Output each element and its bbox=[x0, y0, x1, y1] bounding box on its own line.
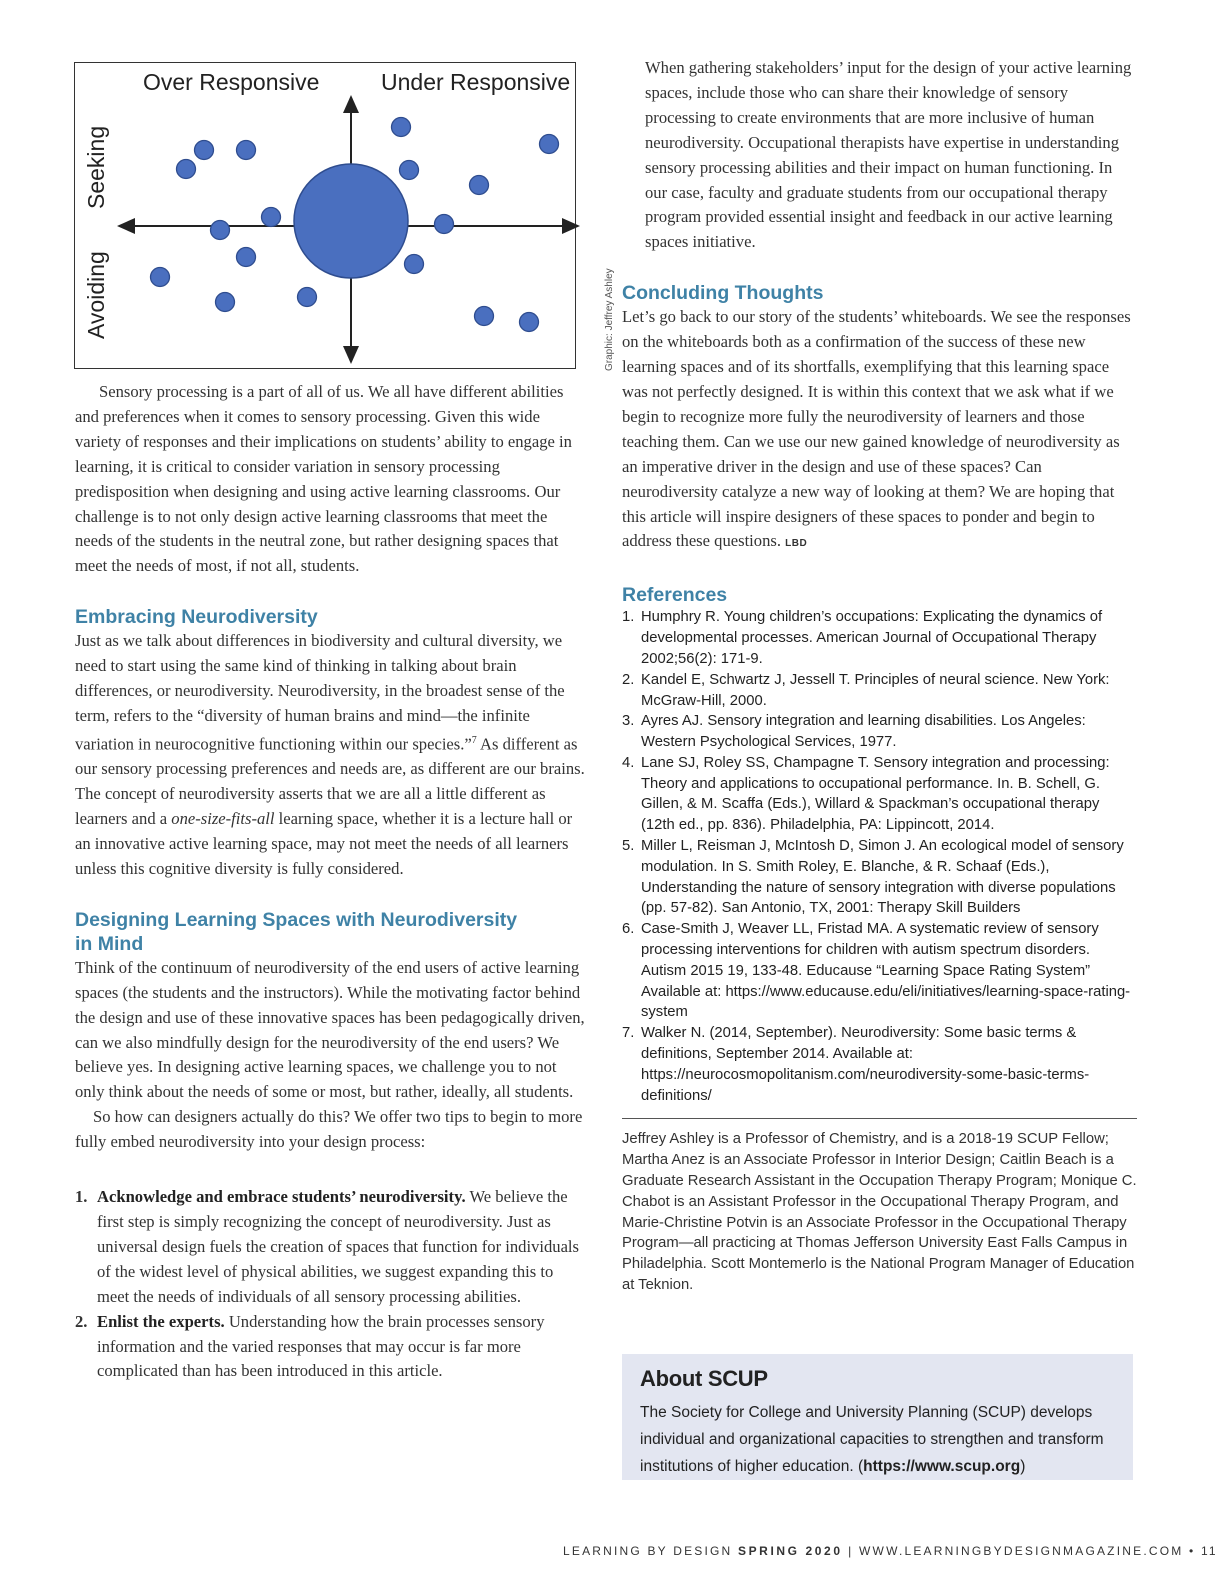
quadrant-graphic bbox=[75, 63, 575, 368]
dot bbox=[298, 288, 317, 307]
end-mark: LBD bbox=[785, 538, 808, 550]
heading-designing-learning-spaces: Designing Learning Spaces with Neurodiversity in Mind bbox=[75, 908, 518, 955]
dot bbox=[195, 141, 214, 160]
references-list bbox=[622, 607, 1137, 1106]
dot bbox=[392, 118, 411, 137]
dot bbox=[216, 293, 235, 312]
tip-item: 2. Enlist the experts. Understanding how the brain processes sensory information and the varied responses that may occur is far more complicated than has been introduced in this article. bbox=[75, 1311, 545, 1381]
designing-paragraph-2: So how can designers actually do this? We offer two tips to begin to more fully embed neurodiversity into your design process: bbox=[75, 1107, 583, 1152]
dot bbox=[151, 268, 170, 287]
label-avoiding: Avoiding bbox=[83, 251, 109, 339]
dot bbox=[262, 208, 281, 227]
label-seeking: Seeking bbox=[83, 125, 109, 209]
magazine-name: LEARNING BY DESIGN bbox=[563, 1544, 733, 1558]
heading-references: References bbox=[622, 584, 728, 607]
dot bbox=[400, 161, 419, 180]
dot bbox=[470, 176, 489, 195]
about-scup-title: About SCUP bbox=[640, 1366, 768, 1391]
author-bio: Jeffrey Ashley is a Professor of Chemistry, and is a 2018-19 SCUP Fellow; Martha Anez is an Associate Professor in Interior Design; Caitlin Beach is a Graduate Research Assistant in the Occupation Therapy Program; Monique C. Chabot is an Assistant Professor in the Occupational Therapy Program, and Marie-Christine Potvin is an Associate Professor in the Occupational Therapy Program—all practicing at Thomas Jefferson University East Falls Campus in Philadelphia. Scott Montemerlo is the National Program Manager of Education at Teknion. bbox=[622, 1131, 1137, 1294]
tips-list bbox=[75, 1185, 587, 1384]
reference-item: 6. Case-Smith J, Weaver LL, Fristad MA. A systematic review of sensory processing interventions for children with autism spectrum disorders. Autism 2015 19, 133-48. Educause “Learning Space Rating System” Available at: https://www.educause.edu/eli/initiatives/learning-space-rating-system bbox=[622, 921, 1131, 1021]
graphic-credit: Graphic: Jeffrey Ashley bbox=[604, 268, 615, 371]
scup-link[interactable]: https://www.scup.org bbox=[863, 1458, 1021, 1475]
left-column bbox=[75, 380, 587, 1384]
dot bbox=[405, 255, 424, 274]
dot bbox=[237, 141, 256, 160]
issue-label: SPRING 2020 bbox=[737, 1544, 843, 1558]
reference-item: 2. Kandel E, Schwartz J, Jessell T. Principles of neural science. New York: McGraw-Hill, 2000. bbox=[622, 671, 1110, 709]
page-footer: LEARNING BY DESIGN SPRING 2020 | WWW.LEARNINGBYDESIGNMAGAZINE.COM • 11 bbox=[563, 1544, 1218, 1558]
dot bbox=[540, 135, 559, 154]
label-under-responsive: Under Responsive bbox=[381, 69, 571, 95]
reference-item: 4. Lane SJ, Roley SS, Champagne T. Sensory integration and processing: Theory and applications to occupational performance. In. B. Schell, G. Gillen, & M. Scaffa (Eds.), Willard & Spackman’s occupational therapy (12th ed., pp. 836). Philadelphia, PA: Lippincott, 2014. bbox=[622, 754, 1110, 834]
dot bbox=[475, 307, 494, 326]
tip-item: 1. Acknowledge and embrace students’ neurodiversity. We believe the first step is simply recognizing the concept of neurodiversity. Just as universal design fuels the creation of spaces that function for individuals of the widest level of physical abilities, we suggest expanding this to meet the needs of individuals of all sensory processing abilities. bbox=[75, 1187, 580, 1306]
intro-paragraph: Sensory processing is a part of all of us. We all have different abilities and preferences when it comes to sensory processing. Given this wide variety of responses and their implications on students’ ability to engage in learning, it is critical to consider variation in sensory processing predisposition when designing and using active learning classrooms. Our challenge is to not only design active learning classrooms that meet the needs of the students in the neutral zone, but rather designing spaces that meet the needs of most, if not all, students. bbox=[75, 382, 572, 576]
dot bbox=[435, 215, 454, 234]
about-scup-text: The Society for College and University Planning (SCUP) develops individual and organizational capacities to strengthen and transform institutions of higher education. (https://www.scup.org) bbox=[640, 1404, 1104, 1475]
reference-item: 3. Ayres AJ. Sensory integration and learning disabilities. Los Angeles: Western Psychological Services, 1977. bbox=[622, 713, 1086, 751]
dot bbox=[177, 160, 196, 179]
heading-embracing-neurodiversity: Embracing Neurodiversity bbox=[75, 606, 318, 629]
dot bbox=[211, 221, 230, 240]
bio-divider bbox=[622, 1118, 1137, 1119]
about-scup-box bbox=[622, 1354, 1133, 1480]
reference-item: 5. Miller L, Reisman J, McIntosh D, Simon J. An ecological model of sensory modulation. In S. Smith Roley, E. Blanche, & R. Schaaf (Eds.), Understanding the nature of sensory integration with diverse populations (pp. 57-82). San Antonio, TX, 2001: Therapy Skill Builders bbox=[622, 838, 1124, 917]
label-over-responsive: Over Responsive bbox=[143, 69, 320, 95]
heading-concluding-thoughts: Concluding Thoughts bbox=[622, 282, 824, 305]
neutral-zone-circle bbox=[294, 164, 408, 278]
right-column bbox=[622, 56, 1137, 1296]
magazine-site[interactable]: WWW.LEARNINGBYDESIGNMAGAZINE.COM bbox=[859, 1544, 1184, 1558]
reference-item: 7. Walker N. (2014, September). Neurodiversity: Some basic terms & definitions, September 2014. Available at: https://neurocosmopolitanism.com/neurodiversity-some-basic-terms-definitions/ bbox=[622, 1025, 1090, 1104]
embracing-paragraph: Just as we talk about differences in biodiversity and cultural diversity, we need to start using the same kind of thinking in talking about brain differences, or neurodiversity. Neurodiversity, in the broadest sense of the term, refers to the “diversity of human brains and mind—the infinite variation in neurocognitive functioning within our species.”$^7$ As different as our sensory processing preferences and needs are, as different are our brains. The concept of neurodiversity asserts that we are all a little different as learners and a one-size-fits-all learning space, whether it is a lecture hall or an innovative active learning space, may not meet the needs of all learners unless this cognitive diversity is fully considered. bbox=[75, 631, 585, 878]
page-number: 11 bbox=[1200, 1544, 1218, 1558]
reference-item: 1. Humphry R. Young children’s occupations: Explicating the dynamics of developmental processes. American Journal of Occupational Therapy 2002;56(2): 171-9. bbox=[622, 609, 1103, 667]
designing-paragraph-1: Think of the continuum of neurodiversity of the end users of active learning spaces (the students and the instructors). While the motivating factor behind the design and use of these innovative spaces has been pedagogically driven, can we also mindfully design for the neurodiversity of the end users? We believe yes. In designing active learning spaces, we challenge you to not only think about the needs of some or most, but rather, ideally, all students. bbox=[75, 957, 585, 1102]
concluding-paragraph: Let’s go back to our story of the students’ whiteboards. We see the responses on the whiteboards both as a confirmation of the success of these new learning spaces and of its shortfalls, exemplifying that this learning space was not perfectly designed. It is within this context that we ask what if we begin to recognize more fully the neurodiversity of learners and those teaching them. Can we use our new gained knowledge of neurodiversity as an imperative driver in the design and use of these spaces? Can neurodiversity catalyze a new way of looking at them? We are hoping that this article will inspire designers of these spaces to ponder and begin to address these questions. LBD bbox=[622, 307, 1131, 551]
stakeholders-paragraph: When gathering stakeholders’ input for the design of your active learning spaces, include those who can share their knowledge of sensory processing to create environments that are more inclusive of human neurodiversity. Occupational therapists have expertise in understanding sensory processing abilities and their impact on human functioning. In our case, faculty and graduate students from our occupational therapy program provided essential insight and feedback in our active learning spaces initiative. bbox=[645, 58, 1132, 252]
dot bbox=[237, 248, 256, 267]
dot bbox=[520, 313, 539, 332]
sensory-processing-figure bbox=[74, 62, 576, 369]
